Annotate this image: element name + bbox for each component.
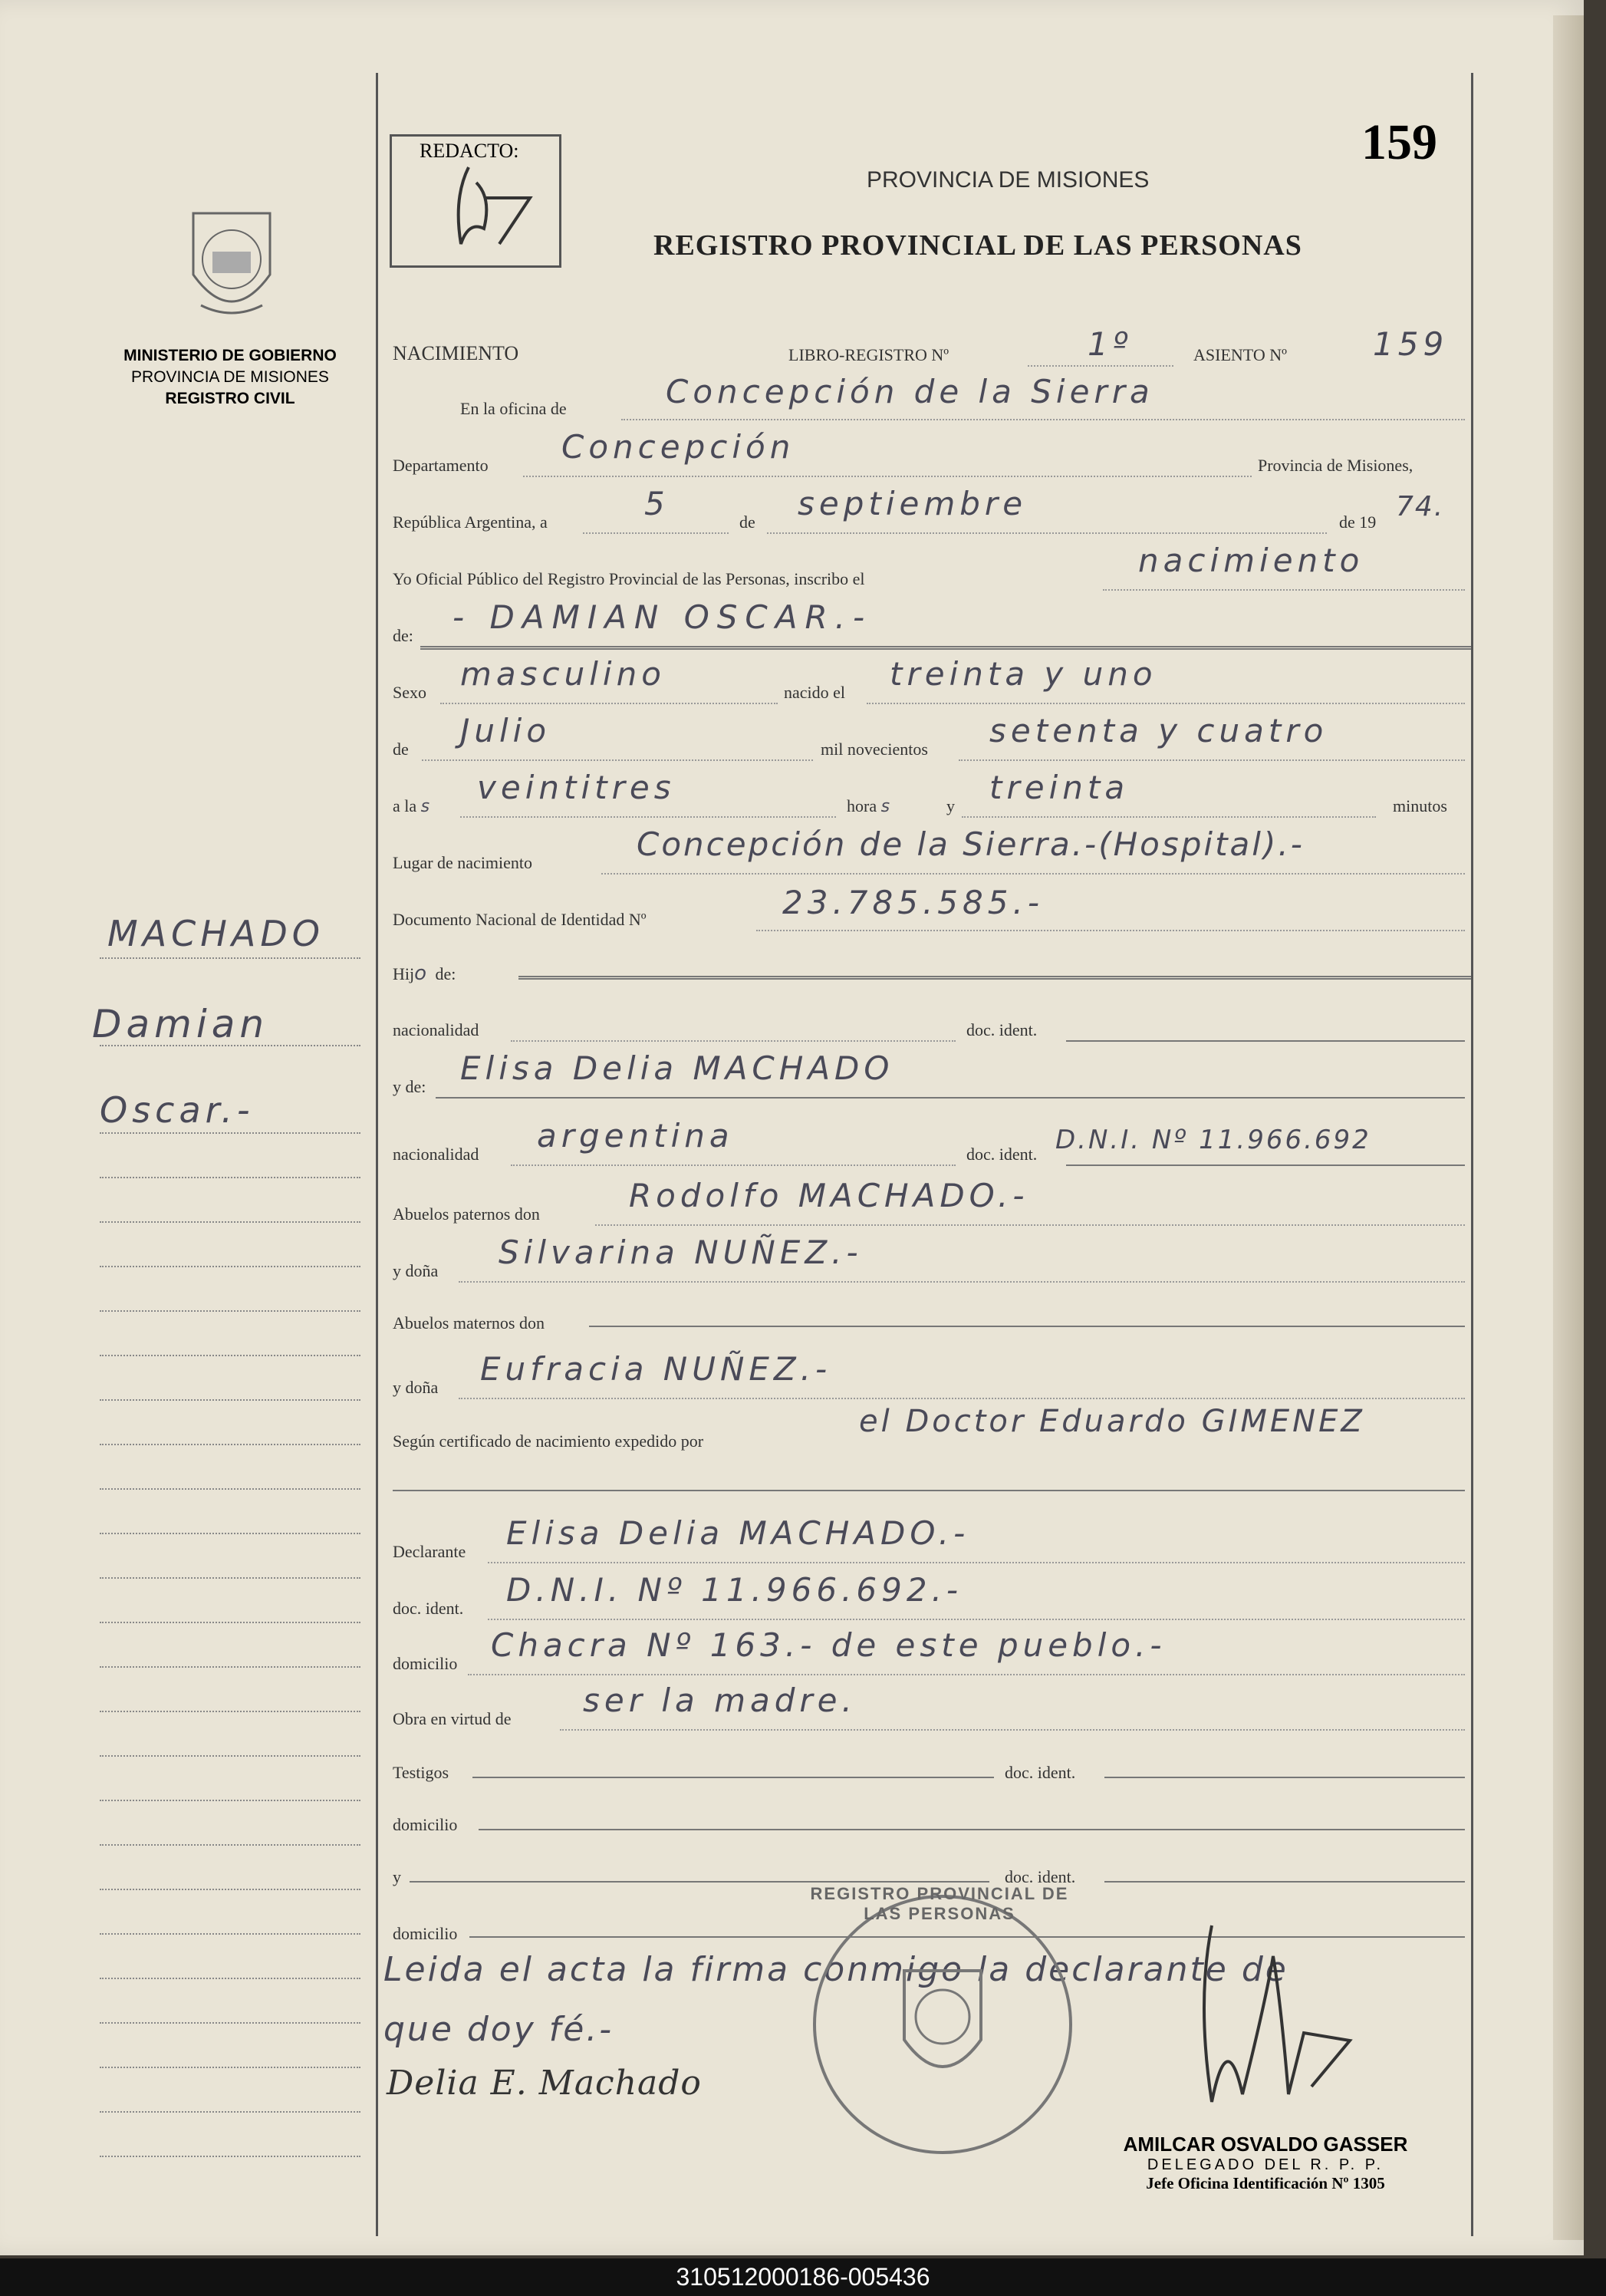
margin-name1: Damian [92,1002,269,1046]
sexo-value: masculino [460,655,666,693]
domicilio-label: domicilio [393,1654,458,1673]
ala-suffix: s [420,797,435,816]
mes-nac-value: Julio [460,712,551,749]
province-heading: PROVINCIA DE MISIONES [867,167,1150,193]
redacto-box [390,134,561,268]
nombre-value: - DAMIAN OSCAR.- [453,598,873,636]
testigos-label: Testigos [393,1763,449,1782]
obra-value: ser la madre. [583,1682,857,1719]
registry-heading: REGISTRO PROVINCIAL DE LAS PERSONAS [653,229,1302,262]
declarante-signature: Delia E. Machado [387,2064,702,2103]
hijo-label [393,962,456,985]
horas-text: hora [847,796,877,815]
left-column-rule [376,73,378,2236]
minutos-label: minutos [1393,796,1447,815]
dia-value: 5 [644,485,670,522]
oficina-value: Concepción de la Sierra [666,373,1154,410]
official-signature [1173,1910,1373,2110]
segun-value: el Doctor Eduardo GIMENEZ [859,1404,1365,1439]
page-number: 159 [1361,114,1437,170]
official-block [1097,2133,1434,2193]
official-name: AMILCAR OSVALDO GASSER [1123,2133,1408,2156]
ministry-line3: REGISTRO CIVIL [165,390,295,407]
docident-label: doc. ident. [966,1020,1038,1039]
abuelos-p-label: Abuelos paternos don [393,1204,540,1224]
oficina-label: En la oficina de [460,399,567,418]
provincia-label: Provincia de Misiones, [1258,456,1413,475]
docident2-value: D.N.I. Nº 11.966.692 [1055,1125,1371,1155]
horas-label [847,796,894,816]
redacto-label: REDACTO: [420,140,519,162]
docident4-label: doc. ident. [1005,1763,1076,1782]
docident3-label: doc. ident. [393,1599,464,1618]
docident5-label: doc. ident. [1005,1867,1076,1886]
docident2-label: doc. ident. [966,1145,1038,1164]
departamento-label: Departamento [393,456,489,475]
official-title1: DELEGADO DEL R. P. P. [1147,2156,1384,2173]
anio-label: de 19 [1339,512,1377,532]
declarante-value: Elisa Delia MACHADO.- [506,1514,970,1552]
domicilio3-label: domicilio [393,1924,458,1943]
cierre-line2: que doy fé.- [383,2010,614,2049]
margin-surname: MACHADO [107,913,324,954]
nacionalidad2-value: argentina [537,1117,734,1155]
nacido-value: treinta y uno [890,655,1157,693]
page-edge [1553,15,1584,2240]
abuelos-p-value: Rodolfo MACHADO.- [629,1177,1029,1214]
stamp-text: REGISTRO PROVINCIAL DE LAS PERSONAS [810,1884,1069,1923]
ala-text: a la [393,796,417,815]
lugar-label: Lugar de nacimiento [393,853,533,872]
republica-label: República Argentina, a [393,512,548,532]
y-label: y [946,796,955,815]
margin-name2: Oscar.- [100,1089,255,1131]
de2-label: de: [393,626,413,645]
ydona-label: y doña [393,1261,439,1280]
sexo-label: Sexo [393,683,426,702]
de3-label: de [393,740,409,759]
madre-value: Elisa Delia MACHADO [460,1049,894,1087]
dni-label: Documento Nacional de Identidad Nº [393,910,647,929]
nacimiento-heading: NACIMIENTO [393,342,519,364]
ydona2-value: Eufracia NUÑEZ.- [480,1350,832,1388]
domicilio2-label: domicilio [393,1815,458,1834]
stamp-emblem-icon [881,1948,1004,2101]
ydona2-label: y doña [393,1378,439,1397]
libro-value: 1º [1088,325,1133,363]
domicilio-value: Chacra Nº 163.- de este pueblo.- [491,1626,1167,1664]
y2-label: y [393,1867,401,1886]
de-label: de [739,512,755,532]
horas-suffix: s [880,797,895,816]
abuelos-m-label: Abuelos maternos don [393,1313,545,1332]
mil-label: mil novecientos [821,740,928,759]
hijo-de: de: [435,964,456,983]
docident3-value: D.N.I. Nº 11.966.692.- [506,1571,963,1609]
nacionalidad-label: nacionalidad [393,1020,479,1039]
anio-nac-value: setenta y cuatro [989,712,1328,749]
declarante-label: Declarante [393,1542,466,1561]
hijo-text: Hij [393,964,415,983]
ministry-seal-icon [178,198,285,328]
right-column-rule [1471,73,1473,2236]
oficial-value: nacimiento [1138,542,1364,579]
min-value: treinta [989,769,1130,806]
departamento-value: Concepción [561,428,795,466]
redacto-signature [407,152,561,259]
ministry-line2: PROVINCIA DE MISIONES [131,368,329,386]
dni-value: 23.785.585.- [782,884,1044,921]
lugar-value: Concepción de la Sierra.-(Hospital).- [637,825,1305,863]
nacido-label: nacido el [784,683,846,702]
official-title2: Jefe Oficina Identificación Nº 1305 [1146,2174,1385,2192]
ydona-value: Silvarina NUÑEZ.- [499,1234,863,1271]
segun-label: Según certificado de nacimiento expedido por [393,1431,704,1451]
nacionalidad2-label: nacionalidad [393,1145,479,1164]
ministry-line1: MINISTERIO DE GOBIERNO [123,347,337,364]
yde-label: y de: [393,1077,426,1096]
oficial-label: Yo Oficial Público del Registro Provincial de las Personas, inscribo el [393,569,865,588]
footer-code: 310512000186-005436 [0,2258,1606,2296]
ala-label [393,796,434,816]
asiento-label: ASIENTO Nº [1193,345,1287,364]
official-stamp [813,1895,1072,2154]
mes-value: septiembre [798,485,1028,522]
anio-value: 74. [1396,491,1445,522]
libro-label: LIBRO-REGISTRO Nº [788,345,949,364]
hijo-suffix: o [414,962,432,985]
asiento-value: 159 [1373,325,1449,363]
hora-value: veintitres [477,769,676,806]
cierre-line1: Leida el acta la firma conmigo la declarante de [383,1950,1288,1989]
ministry-block [100,345,360,410]
obra-label: Obra en virtud de [393,1709,512,1728]
